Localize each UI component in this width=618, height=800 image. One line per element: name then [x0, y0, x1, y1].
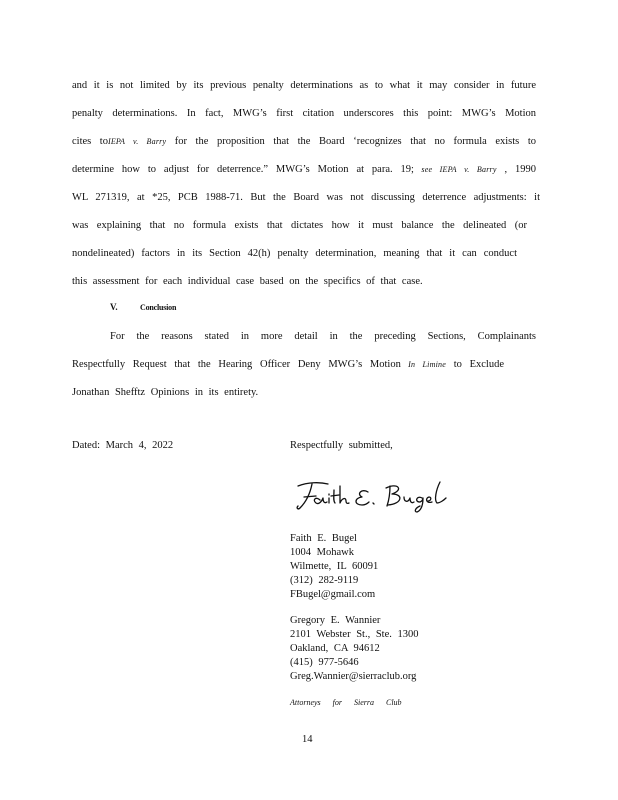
attorney-block-1 [290, 532, 378, 602]
attorney2-phone: (415) 977-5646 [290, 657, 359, 668]
body-line-8: this assessment for each individual case based on the specifics of that case. [72, 276, 423, 287]
body-line-5: WL 271319, at *25, PCB 1988-71. But the Board was not discussing deterrence adjustments: it [72, 192, 540, 203]
attorney1-phone: (312) 282-9119 [290, 575, 359, 586]
attorney2-street: 2101 Webster St., Ste. 1300 [290, 629, 419, 640]
attorney1-name: Faith E. Bugel [290, 533, 357, 544]
case-citation: IEPA v. Barry [107, 137, 167, 146]
section-number: V. [110, 302, 118, 312]
attorney2-name: Gregory E. Wannier [290, 615, 381, 626]
date-line: Dated: March 4, 2022 [72, 440, 174, 451]
body-line-3: cites toIEPA v. Barry for the proposition that the Board ‘recognizes that no formula exists to [72, 136, 536, 147]
attorney2-email: Greg.Wannier@sierraclub.org [290, 671, 417, 682]
section-title: Conclusion [140, 303, 177, 312]
body-line-2: penalty determinations. In fact, MWG’s first citation underscores this point: MWG’s Motion [72, 108, 536, 119]
in-limine-text: In Limine [400, 360, 446, 369]
body-line-6: was explaining that no formula exists that dictates how it must balance the delineated (or [72, 220, 527, 231]
attorney1-email: FBugel@gmail.com [290, 589, 376, 600]
attorney2-city: Oakland, CA 94612 [290, 643, 380, 654]
conclusion-line-2: Respectfully Request that the Hearing Officer Deny MWG’s Motion In Limine to Exclude [72, 359, 505, 370]
body-line-1: and it is not limited by its previous penalty determinations as to what it may consider in future [72, 80, 536, 91]
conclusion-line-1: For the reasons stated in more detail in the preceding Sections, Complainants [110, 331, 536, 342]
body-line-4: determine how to adjust for deterrence.” MWG’s Motion at para. 19; see IEPA v. Barry , 1990 [72, 164, 536, 175]
attorneys-for-line: Attorneys for Sierra Club [290, 698, 402, 707]
section-heading [110, 302, 176, 312]
handwritten-signature [290, 470, 460, 515]
attorney1-street: 1004 Mohawk [290, 547, 354, 558]
case-citation: see IEPA v. Barry [413, 165, 497, 174]
attorney-block-2 [290, 614, 419, 684]
attorney1-city: Wilmette, IL 60091 [290, 561, 379, 572]
page-number: 14 [302, 734, 313, 745]
respectfully-submitted: Respectfully submitted, [290, 440, 393, 451]
conclusion-line-3: Jonathan Shefftz Opinions in its entirety. [72, 387, 259, 398]
body-line-7: nondelineated) factors in its Section 42(h) penalty determination, meaning that it can conduct [72, 248, 517, 259]
